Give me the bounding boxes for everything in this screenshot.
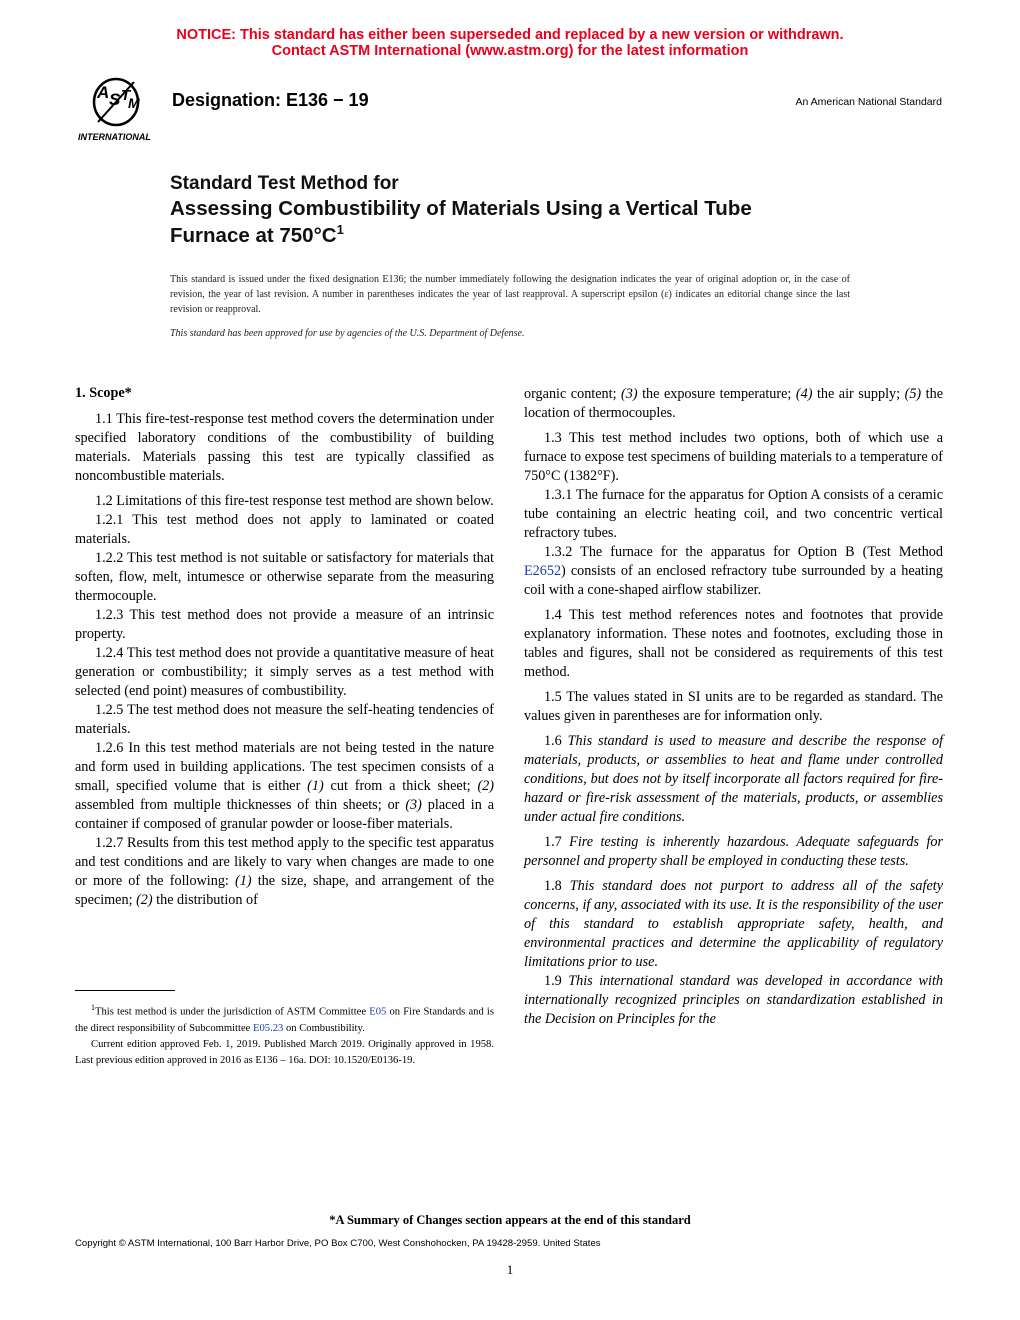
svg-text:T: T <box>121 87 131 104</box>
para-1-2-2: 1.2.2 This test method is not suitable or satisfactory for materials that soften, flow, melt, intumesce or otherwise separate from the measuring thermocouple. <box>75 550 494 604</box>
para-1-2-5: 1.2.5 The test method does not measure the self-heating tendencies of materials. <box>75 702 494 737</box>
para-1-9: 1.9 This international standard was developed in accordance with internationally recognized principles on standardization established in the Decision on Principles for the <box>524 973 943 1027</box>
link-e2652[interactable]: E2652 <box>524 563 562 579</box>
para-1-2-3: 1.2.3 This test method does not provide a measure of an intrinsic property. <box>75 607 494 642</box>
supersede-notice-line2: Contact ASTM International (www.astm.org) for the latest information <box>271 43 749 59</box>
footnote-divider <box>75 990 175 991</box>
para-1-8: 1.8 This standard does not purport to address all of the safety concerns, if any, associated with its use. It is the responsibility of the user of this standard to establish appropriate safety, health, and environmental practices and determine the applicability of regulatory limitations prior to use. <box>524 878 943 970</box>
astm-logo-icon <box>68 72 164 144</box>
link-e05-23[interactable]: E05.23 <box>253 1022 284 1034</box>
para-1-3-1: 1.3.1 The furnace for the apparatus for Option A consists of a ceramic tube containing an electric heating coil, and two concentric vertical refractory tubes. <box>524 487 943 541</box>
copyright-line: Copyright © ASTM International, 100 Barr Harbor Drive, PO Box C700, West Conshohocken, PA 19428-2959. United States <box>75 1238 601 1249</box>
para-1-2-7-continued: organic content; (3) the exposure temperature; (4) the air supply; (5) the location of thermocouples. <box>524 386 943 421</box>
svg-text:S: S <box>109 90 121 109</box>
link-e05[interactable]: E05 <box>369 1006 387 1018</box>
svg-text:M: M <box>128 95 140 111</box>
summary-of-changes-note: *A Summary of Changes section appears at the end of this standard <box>329 1213 691 1227</box>
svg-text:A: A <box>97 83 110 102</box>
left-column <box>75 384 494 910</box>
para-1-7: 1.7 Fire testing is inherently hazardous. Adequate safeguards for personnel and property shall be employed in conducting these tests. <box>524 834 944 869</box>
para-1-2: 1.2 Limitations of this fire-test response test method are shown below. <box>95 493 494 509</box>
footnote-1: $^1$This test method is under the jurisdiction of ASTM Committee E05 on Fire Standards and is the direct responsibility of Subcommittee E05.23 on Combustibility. <box>75 1003 494 1034</box>
para-1-3: 1.3 This test method includes two options, both of which use a furnace to expose test specimens of building materials to a temperature of 750°C (1382°F). <box>524 430 943 484</box>
designation: Designation: E136 − 19 <box>172 90 369 110</box>
para-1-3-2: 1.3.2 The furnace for the apparatus for Option B (Test Method E2652) consists of an enclosed refractory tube surrounded by a heating coil with a cone-shaped airflow stabilizer. <box>524 544 943 598</box>
title-line-2: Assessing Combustibility of Materials Using a Vertical Tube <box>170 197 752 220</box>
issue-note: This standard is issued under the fixed designation E136; the number immediately following the designation indicates the year of original adoption or, in the case of revision, the year of last revision. A number in parentheses indicates the year of last reapproval. A superscript epsilon (ε) indicates an editorial change since the last revision or reapproval. <box>170 274 850 315</box>
supersede-notice-line1: NOTICE: This standard has either been superseded and replaced by a new version or withdrawn. <box>176 27 844 43</box>
svg-text:INTERNATIONAL: INTERNATIONAL <box>78 132 151 142</box>
right-column <box>524 385 943 1029</box>
para-1-2-4: 1.2.4 This test method does not provide a quantitative measure of heat generation or combustibility; it simply serves as a test method with selected (end point) measures of combustibility. <box>75 645 494 699</box>
footnote-edition: Current edition approved Feb. 1, 2019. Published March 2019. Originally approved in 1958. Last previous edition approved in 2016 as E136 – 16a. DOI: 10.1520/E0136-19. <box>75 1038 494 1066</box>
para-1-4: 1.4 This test method references notes and footnotes that provide explanatory information. These notes and footnotes, excluding those in tables and figures, shall not be considered as requirements of this test method. <box>524 607 943 680</box>
para-1-6: 1.6 This standard is used to measure and describe the response of materials, products, or assemblies to heat and flame under controlled conditions, but does not by itself incorporate all factors required for fire-hazard or fire-risk assessment of the materials, products, or assemblies under actual fire conditions. <box>524 733 944 825</box>
national-standard-label: An American National Standard <box>795 96 942 108</box>
para-1-2-6: 1.2.6 In this test method materials are not being tested in the nature and form used in building applications. The test specimen consists of a small, specified volume that is either (1) cut from a thick sheet; (2) assembled from multiple thicknesses of thin sheets; or (3) placed in a container if composed of granular powder or loose-fiber materials. <box>75 740 495 832</box>
para-1-2-1: 1.2.1 This test method does not apply to laminated or coated materials. <box>75 512 494 547</box>
approval-note: This standard has been approved for use by agencies of the U.S. Department of Defense. <box>170 328 525 339</box>
title-footnote-mark: 1 <box>336 222 344 237</box>
para-1-5: 1.5 The values stated in SI units are to be regarded as standard. The values given in parentheses are for information only. <box>524 689 943 724</box>
title-line-3: Furnace at $750^\circ C^1$ <box>170 222 344 247</box>
section-heading-scope: 1. Scope* <box>75 385 132 401</box>
para-1-2-7: 1.2.7 Results from this test method apply to the specific test apparatus and test conditions and are likely to vary when changes are made to one or more of the following: (1) the size, shape, and arrangement of the specimen; (2) the distribution of <box>75 835 494 908</box>
para-1-1: 1.1 This fire-test-response test method covers the determination under specified laboratory conditions of the combustibility of building materials. Materials passing this test are typically classified as noncombustible materials. <box>75 411 494 484</box>
page-number: 1 <box>506 1262 514 1277</box>
title-line-1: Standard Test Method for <box>170 173 399 194</box>
footnotes <box>75 1000 494 1069</box>
